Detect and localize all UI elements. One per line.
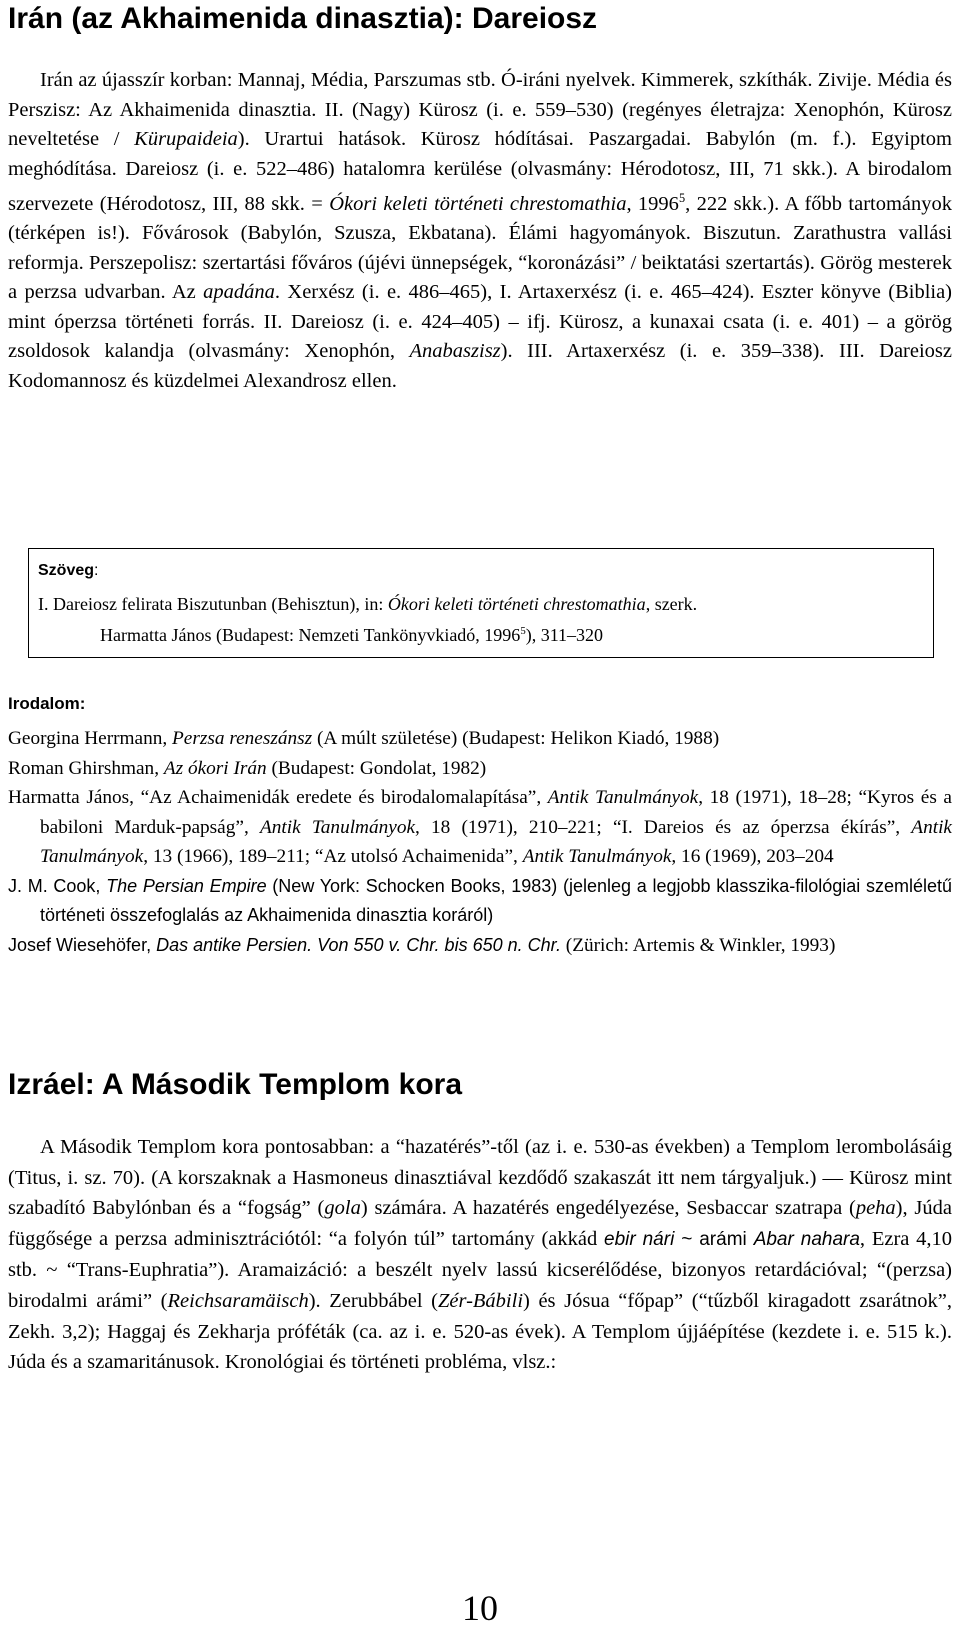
literature-heading: Irodalom:	[8, 694, 86, 713]
italic-text-run: Ókori keleti történeti chrestomathia	[329, 192, 627, 215]
text-run: , 1996	[626, 192, 679, 215]
text-run: (Budapest: Gondolat, 1982)	[266, 757, 487, 779]
italic-text-run: Das antike Persien. Von 550 v. Chr. bis 650 n. Chr.	[156, 934, 561, 955]
text-run: ~ arámi	[674, 1228, 754, 1250]
italic-text-run: Kürupaideia	[134, 128, 238, 150]
section-body-iran	[8, 66, 952, 396]
text-run: ). Urartui hatások. Kürosz hódításai. Paszargadai. Babylón (m. f.). Egyiptom meghódítása. Dareiosz (i. e. 522–486) hatalomra kerülése (olvasmány: Hérodotosz, III, 71 skk.). A birodalom szervezete (Hérodotosz, III, 88 skk. =	[8, 128, 952, 215]
citation-line-1	[38, 594, 697, 614]
text-run: Harmatta János, “Az Achaimenidák eredete és birodalomalapítása”,	[8, 787, 548, 808]
italic-text-run: Zér-Bábili	[438, 1289, 524, 1312]
text-run: , 18 (1971), 210–221; “I. Dareios és az óperzsa ékírás”,	[415, 816, 912, 838]
italic-text-run: Ókori keleti történeti chrestomathia	[387, 594, 646, 614]
literature-item	[8, 872, 952, 931]
italic-text-run: Antik Tanulmányok	[40, 816, 952, 867]
text-run: ), 311–320	[525, 625, 604, 645]
text-run: , szerk.	[645, 594, 698, 614]
superscript-run: 5	[520, 625, 526, 637]
italic-text-run: Antik Tanulmányok	[259, 816, 416, 838]
text-run: ), Júda függősége a perzsa adminisztrációtól: “a folyón túl” tartomány (akkád	[8, 1197, 953, 1250]
italic-text-run: Antik Tanulmányok	[522, 846, 672, 867]
text-run: , 16 (1969), 203–204	[671, 846, 834, 867]
italic-text-run: The Persian Empire	[106, 875, 267, 896]
literature-item	[8, 754, 952, 784]
text-run: Josef Wiesehöfer,	[8, 934, 157, 955]
text-run: I. Dareiosz felirata Biszutunban (Behisztun), in:	[38, 594, 388, 614]
text-run: J. M. Cook,	[8, 875, 107, 896]
italic-text-run: Reichsaramäisch	[167, 1289, 309, 1312]
text-run: Harmatta János (Budapest: Nemzeti Tankönyvkiadó, 1996	[100, 625, 521, 645]
text-run: Irán az újasszír korban: Mannaj, Média, Parszumas stb. Ó-iráni nyelvek. Kimmerek, szkíthák. Zivije. Média és Perszisz: Az Akhaimenida dinasztia. II. (Nagy) Kürosz (i. e. 559–530) (regényes életrajza: Xenophón, Kürosz neveltetése /	[8, 69, 952, 150]
italic-text-run: peha	[855, 1197, 896, 1220]
text-run: ) és Jósua “főpap” (“tűzből kiragadott zsarátnok”, Zekh. 3,2); Haggaj és Zekharja próféták (ca. az i. e. 520-as évek). A Templom újjáépítése (kezdete i. e. 515 k.). Júda és a szamaritánusok. Kronológiai és történeti probléma, vlsz.:	[8, 1289, 952, 1374]
source-text-box	[28, 548, 934, 658]
section-body-israel	[8, 1132, 952, 1378]
italic-text-run: Abar nahara	[753, 1228, 860, 1250]
text-run: , 13 (1966), 189–211; “Az utolsó Achaimenida”,	[143, 846, 523, 867]
section-title-iran: Irán (az Akhaimenida dinasztia): Dareiosz	[8, 2, 598, 35]
text-run: , 18 (1971), 18–28; “Kyros és a babiloni Marduk-papság”,	[40, 787, 952, 838]
italic-text-run: Antik Tanulmányok	[547, 787, 699, 808]
text-run: . Xerxész (i. e. 486–465), I. Artaxerxész (i. e. 465–424). Eszter könyve (Biblia) mint óperzsa történeti forrás. II. Dareiosz (i. e. 424–405) – ifj. Kürosz, a kunaxai csata (i. e. 401) – a görög zsoldosok kalandja (olvasmány: Xenophón,	[8, 281, 953, 363]
italic-text-run: gola	[324, 1197, 361, 1220]
citation-line-2	[38, 618, 920, 649]
page-number: 10	[462, 1588, 498, 1628]
text-run: Roman Ghirshman,	[8, 757, 164, 779]
superscript-run: 5	[678, 191, 686, 205]
text-run: (Zürich: Artemis & Winkler, 1993)	[560, 934, 836, 956]
literature-item	[8, 724, 952, 754]
text-run: ). Zerubbábel (	[308, 1289, 439, 1312]
text-run: (New York: Schocken Books, 1983) (jelenleg a legjobb klasszika-filológiai szemléletű történeti összefoglalás az Akhaimenida dinasztia koráról)	[40, 875, 952, 925]
text-run: (A múlt születése) (Budapest: Helikon Kiadó, 1988)	[312, 728, 720, 749]
section-title-israel: Izráel: A Második Templom kora	[8, 1068, 462, 1101]
literature-item	[8, 783, 952, 872]
text-run: , Ezra 4,10 stb. ~ “Trans-Euphratia”). Aramaizáció: a beszélt nyelv lassú kicserélődése, bizonyos retardációval; “(perzsa) birodalmi arámi” (	[8, 1227, 953, 1312]
italic-text-run: Anabaszisz	[409, 340, 501, 363]
italic-text-run: ebir nári	[604, 1228, 675, 1250]
source-text-label: Szöveg:	[38, 562, 99, 579]
text-run: Georgina Herrmann,	[8, 728, 173, 749]
italic-text-run: apadána	[203, 281, 275, 304]
italic-text-run: Az ókori Irán	[163, 757, 267, 779]
text-run: ) számára. A hazatérés engedélyezése, Sesbaccar szatrapa (	[360, 1197, 856, 1220]
text-run: A Második Templom kora pontosabban: a “hazatérés”-től (az i. e. 530-as években) a Templom lerombolásáig (Titus, i. sz. 70). (A korszaknak a Hasmoneus dinasztiával kezdődő szakaszát itt nem tárgyaljuk.) — Kürosz mint szabadító Babylónban és a “fogság” (	[8, 1136, 952, 1220]
text-run: ). III. Artaxerxész (i. e. 359–338). III. Dareiosz Kodomannosz és küzdelmei Alexandrosz ellen.	[8, 340, 952, 392]
literature-item	[8, 931, 952, 961]
italic-text-run: Perzsa reneszánsz	[172, 728, 313, 749]
text-run: , 222 skk.). A főbb tartományok (térképen is!). Fővárosok (Babylón, Szusza, Ekbatana). Élámi hagyományok. Biszutun. Zarathustra vallási reformja. Perszepolisz: szertartási főváros (újévi ünnepségek, “koronázási” / beiktatási szertartás). Görög mesterek a perzsa udvarban. Az	[8, 192, 953, 304]
source-text-citation	[38, 591, 920, 649]
literature-list	[8, 724, 952, 960]
